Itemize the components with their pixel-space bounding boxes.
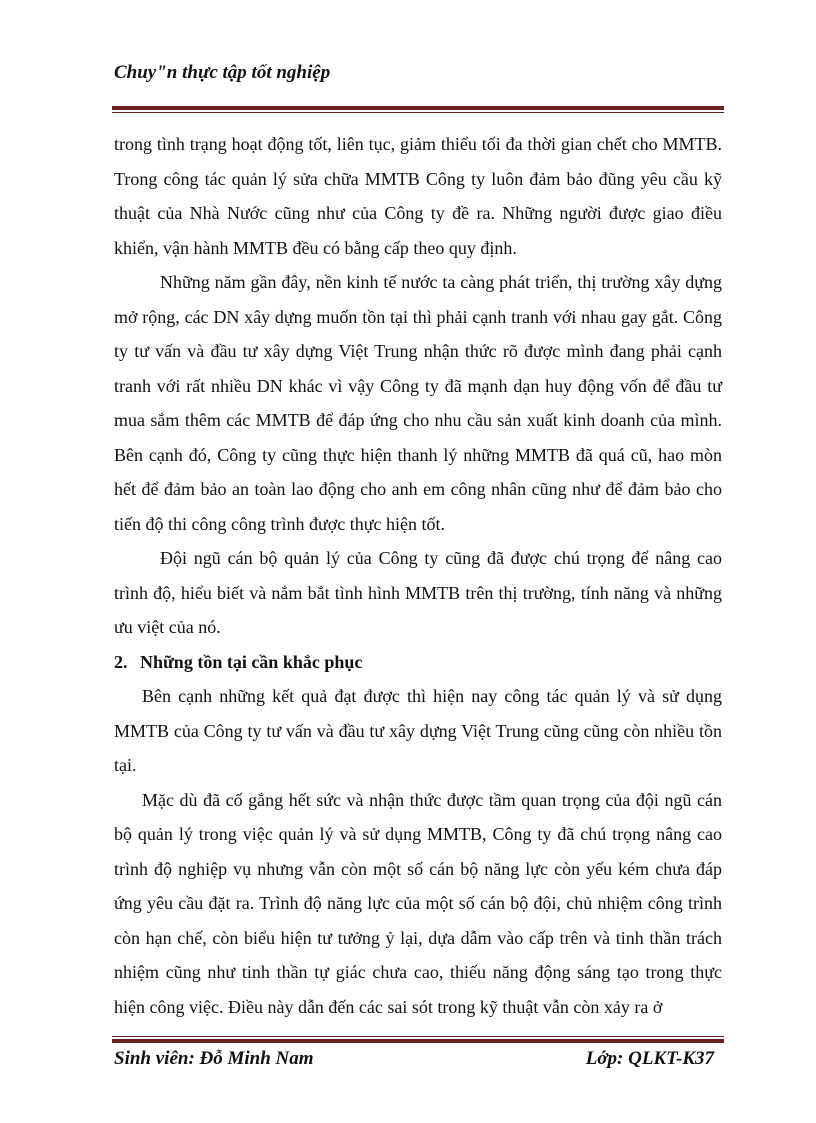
section-title: Những tồn tại cần khắc phục: [140, 651, 363, 672]
paragraph-5: Mặc dù đã cố gắng hết sức và nhận thức được tầm quan trọng của đội ngũ cán bộ quản lý trong việc quản lý và sử dụng MMTB, Công ty đã chú trọng nâng cao trình độ nghiệp vụ nhưng vẫn còn một số cán bộ năng lực còn yếu kém chưa đáp ứng yêu cầu đặt ra. Trình độ năng lực của một số cán bộ đội, chủ nhiệm công trình còn hạn chế, còn biểu hiện tư tưởng ỷ lại, dựa dẫm vào cấp trên và tinh thần trách nhiệm cũng như tinh thần tự giác chưa cao, thiếu năng động sáng tạo trong thực hiện công việc. Điều này dẫn đến các sai sót trong kỹ thuật vẫn còn xảy ra ở: [114, 789, 722, 1017]
section-heading: [114, 645, 722, 680]
header-title: Chuy"n thực tập tốt nghiệp: [114, 62, 331, 83]
paragraph-4: Bên cạnh những kết quả đạt được thì hiện nay công tác quản lý và sử dụng MMTB của Công ty tư vấn và đầu tư xây dựng Việt Trung cũng cũng còn nhiều tồn tại.: [114, 686, 722, 775]
footer-rule: [112, 1036, 724, 1043]
paragraph-3: Đội ngũ cán bộ quản lý của Công ty cũng đã được chú trọng để nâng cao trình độ, hiểu biết và nắm bắt tình hình MMTB trên thị trường, tính năng và những ưu việt của nó.: [114, 548, 722, 637]
section-number: 2.: [114, 651, 128, 672]
paragraph-1: trong tình trạng hoạt động tốt, liên tục, giảm thiểu tối đa thời gian chết cho MMTB. Trong công tác quản lý sửa chữa MMTB Công ty luôn đảm bảo đũng yêu cầu kỹ thuật của Nhà Nước cũng như của Công ty đề ra. Những người được giao điều khiển, vận hành MMTB đều có bằng cấp theo quy định.: [114, 134, 722, 258]
header-rule: [112, 106, 724, 113]
paragraph-2: Những năm gần đây, nền kinh tế nước ta càng phát triển, thị trường xây dựng mở rộng, các DN xây dựng muốn tồn tại thì phải cạnh tranh với nhau gay gắt. Công ty tư vấn và đầu tư xây dựng Việt Trung nhận thức rõ được mình đang phải cạnh tranh với rất nhiều DN khác vì vậy Công ty đã mạnh dạn huy động vốn để đầu tư mua sắm thêm các MMTB để đáp ứng cho nhu cầu sản xuất kinh doanh của mình. Bên cạnh đó, Công ty cũng thực hiện thanh lý những MMTB đã quá cũ, hao mòn hết để đảm bảo an toàn lao động cho anh em công nhân cũng như để đảm bảo cho tiến độ thi công công trình được thực hiện tốt.: [114, 272, 722, 534]
page-body: [114, 127, 722, 1024]
footer-class: Lớp: QLKT-K37: [585, 1048, 714, 1069]
footer-student: Sinh viên: Đỗ Minh Nam: [114, 1048, 314, 1069]
